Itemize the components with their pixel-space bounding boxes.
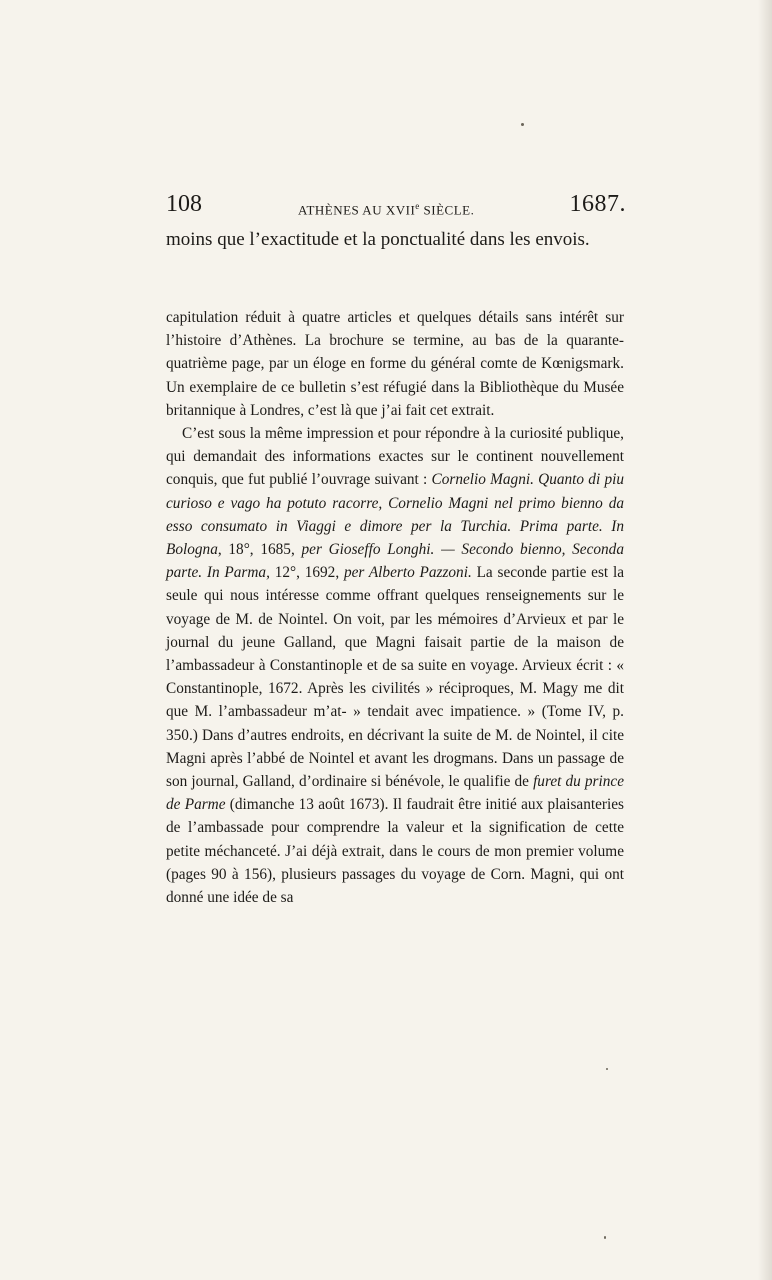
footnote-text: , 18°, 1685, bbox=[217, 541, 302, 559]
running-title-superscript: e bbox=[415, 201, 420, 211]
paper-speck bbox=[521, 123, 524, 126]
footnote-text: La seconde partie est la seule qui nous intéresse comme offrant quelques renseignements sur le voyage de M. de Nointel. On voit, par les mémoires d’Arvieux et par le journal du jeune Galland, que Magni faisait partie de la maison de l’ambassadeur à Constantinople et de sa suite en voyage. Arvieux écrit : « Constantinople, 1672. Après les civilités » réciproques, M. Magy me dit que M. l’ambassadeur m’at- » tendait avec impatience. » (Tome IV, p. 350.) Dans d’autres endroits, en décrivant la suite de M. de Nointel, il cite Magni après l’abbé de Nointel et avant les drogmans. Dans un passage de son journal, Galland, d’ordinaire si bénévole, le qualifie de bbox=[166, 564, 624, 791]
paper-speck bbox=[606, 1068, 608, 1070]
italic-citation: per Gioseffo Longhi. — Secondo bienno, Seconda parte. In Parma, bbox=[166, 541, 624, 582]
paper-speck bbox=[604, 1236, 606, 1239]
footnote-text: 12°, 1692, bbox=[269, 564, 344, 582]
italic-citation: Cornelio Magni. Quanto di piu curioso e vago ha potuto racorre, Cornelio Magni nel primo bienno da esso consumato in Viaggi e dimore per la Turchia. Prima parte. In Bologna bbox=[166, 471, 624, 559]
running-title bbox=[298, 196, 474, 220]
italic-citation: per Alberto Pazzoni. bbox=[343, 564, 472, 582]
footnote-paragraph-1: capitulation réduit à quatre articles et quelques détails sans intérêt sur l’histoire d’Athènes. La brochure se termine, au bas de la quarante-quatrième page, par un éloge en forme du général comte de Kœnigsmark. Un exemplaire de ce bulletin s’est réfugié dans la Bibliothèque du Musée britannique à Londres, c’est là que j’ai fait cet extrait. bbox=[166, 309, 624, 419]
footnote-text: (dimanche 13 août 1673). Il faudrait être initié aux plaisanteries de l’ambassade pour comprendre la valeur et la signification de cette petite méchanceté. J’ai déjà extrait, dans le cours de mon premier volume (pages 90 à 156), plusieurs passages du voyage de Corn. Magni, qui ont donné une idée de sa bbox=[166, 796, 624, 907]
footnote-text: C’est sous la même impression et pour répondre à la curiosité publique, qui demandait des informations exactes sur le continent nouvellement conquis, que fut publié l’ouvrage suivant : bbox=[166, 425, 624, 489]
running-title-text: ATHÈNES AU XVII bbox=[298, 202, 416, 218]
footnote-block bbox=[166, 306, 624, 909]
header-year: 1687. bbox=[569, 191, 626, 217]
running-header bbox=[166, 188, 626, 220]
main-text-continuation: moins que l’exactitude et la ponctualité dans les envois. bbox=[166, 229, 590, 250]
footnote-paragraph-2 bbox=[166, 422, 624, 909]
page-edge-shadow bbox=[758, 0, 772, 1280]
running-title-end: SIÈCLE. bbox=[419, 202, 475, 218]
page-number: 108 bbox=[166, 191, 202, 217]
italic-phrase: furet du prince de Parme bbox=[166, 773, 624, 814]
